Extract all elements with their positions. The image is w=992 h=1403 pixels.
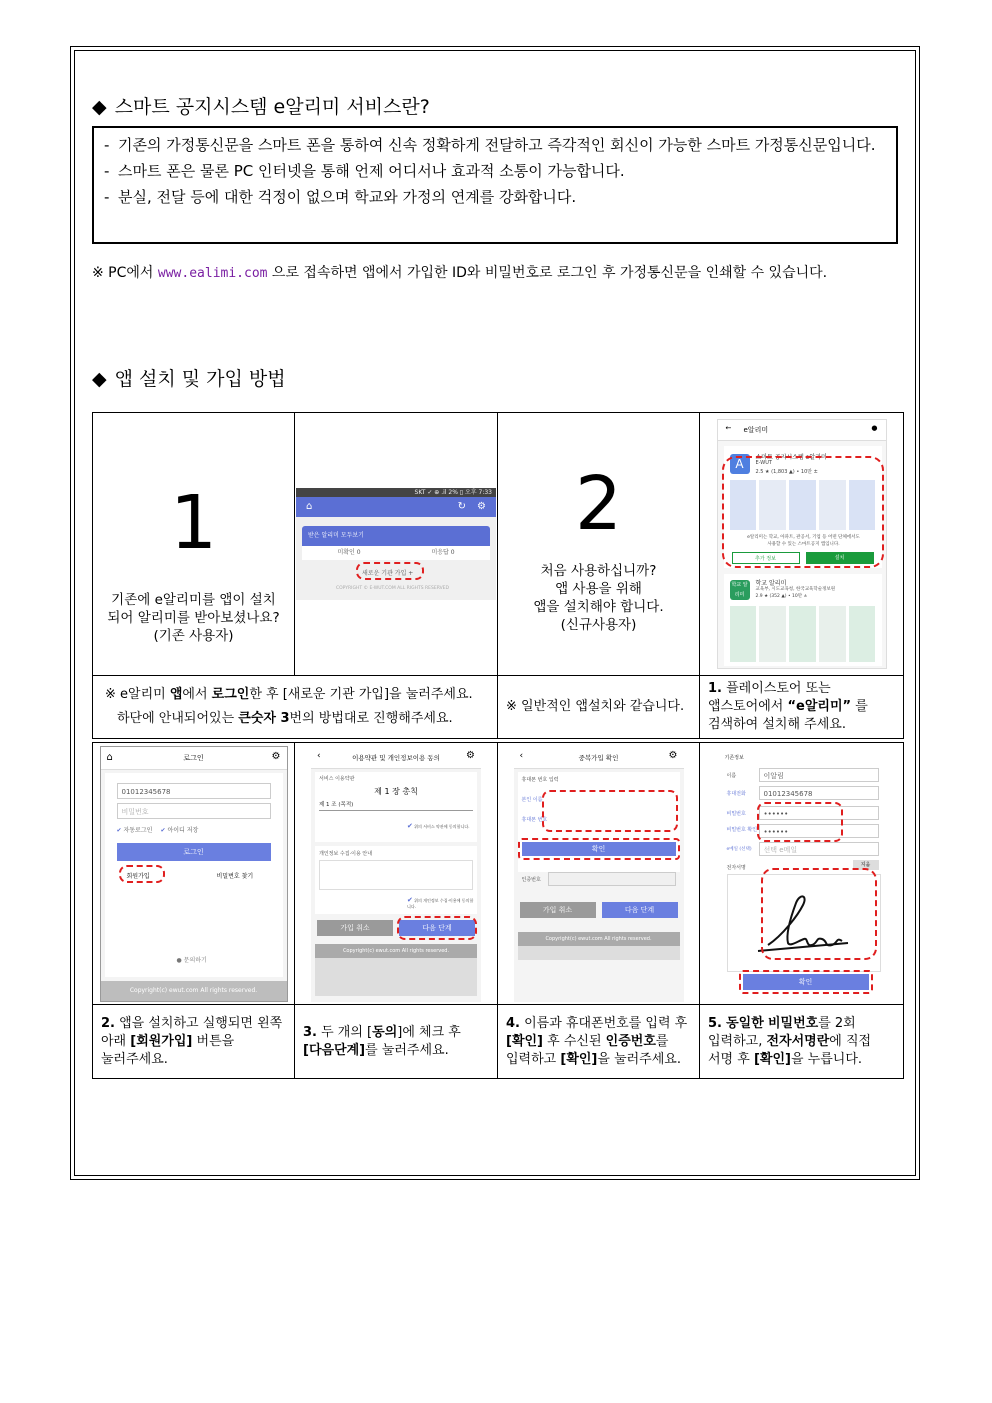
help-icon: ● [176,956,184,964]
password-input[interactable]: 비밀번호 [117,803,271,819]
highlight-box [119,865,165,883]
step-number: 2 [574,461,623,547]
step-2-instructions: 2. 앱을 설치하고 실행되면 왼쪽 아래 [회원가입] 버튼을 눌러주세요. [93,1005,295,1079]
gear-icon[interactable]: ⚙ [477,501,486,512]
new-org-join-button[interactable]: 새로운 기관 가입 + [362,570,414,577]
list-item: - 기존의 가정통신문을 스마트 폰을 통하여 신속 정확하게 전달하고 즉각적인 회신이 가능한 스마트 가정통신문입니다. [104,136,876,154]
pc-print-note: ※ PC에서 www.ealimi.com 으로 접속하면 앱에서 가입한 ID와 비밀번호로 로그인 후 가정통신문을 인쇄할 수 있습니다. [92,265,828,281]
app-listing-school[interactable]: 학교 알리미 학교 알리미 교육부, 시도교육청, 한국교육학술정보원 2.9 ★ (352 ▲) • 10만 ± [724,574,882,666]
diamond-icon: ◆ [92,368,107,390]
step-5-instructions: 5. 동일한 비밀번호를 2회 입력하고, 전자서명란에 직접 서명 후 [확인]을 누릅니다. [700,1005,904,1079]
back-arrow-icon[interactable]: ← [725,424,732,432]
auth-code-input[interactable] [548,872,676,886]
diamond-icon: ◆ [92,96,107,118]
password-confirm-input[interactable]: •••••• [759,824,879,838]
inquiry-link[interactable]: ● 문의하기 [176,956,207,964]
highlight-box [542,790,678,832]
login-header: ⌂ 로그인 ⚙ [101,747,287,770]
login-button[interactable]: 로그인 [117,843,271,861]
check-icon: ✔ [407,895,413,904]
duplicate-check-screenshot-cell: ‹ 중복가입 확인 ⚙ 휴대폰 번호 입력 본인 이름 휴대폰 번호 확인 인증번호 가입 취소 다음 단계 Copyright(c) ewut.com All rights reserved. [498,743,700,1005]
store-search-bar[interactable]: ← e알리미 ● [718,420,886,441]
highlight-box [739,970,873,994]
step-3-instructions: 3. 두 개의 [동의]에 체크 후 [다음단계]를 눌러주세요. [295,1005,498,1079]
existing-user-instructions: ※ e알리미 앱에서 로그인한 후 [새로운 기관 가입]을 눌러주세요. 하단에 안내되어있는 큰숫자 3번의 방법대로 진행해주세요. [93,676,498,739]
phone-input[interactable]: 01012345678 [117,783,271,799]
password-input[interactable]: •••••• [759,806,879,820]
more-info-button[interactable]: 추가 정보 [732,552,800,564]
terms-header: ‹ 이용약관 및 개인정보이용 동의 ⚙ [311,746,481,769]
service-terms-box: 서비스 이용약관 제 1 장 총칙 제 1 조 (목적) ✔ 위의 서비스 약관에 동의합니다. [315,772,477,842]
back-icon[interactable]: ‹ [519,750,524,761]
check-icon: ✔ [160,826,168,834]
home-icon[interactable]: ⌂ [306,501,313,512]
cancel-join-button[interactable]: 가입 취소 [317,920,393,936]
cancel-join-button[interactable]: 가입 취소 [520,902,596,918]
refresh-icon[interactable]: ↻ [457,501,466,512]
step-4-instructions: 4. 이름과 휴대폰번호를 입력 후 [확인] 후 수신된 인증번호를 입력하고 [확인]을 눌러주세요. [498,1005,700,1079]
highlight-box [722,456,884,568]
email-input[interactable]: 선택 e메일 [759,842,879,856]
next-step-button[interactable]: 다음 단계 [399,920,475,936]
highlight-box [761,868,877,960]
clear-signature-button[interactable]: 지움 [853,860,879,870]
highlight-box [356,562,424,580]
section-title-service: ◆ 스마트 공지시스템 e알리미 서비스란? [92,96,430,118]
dup-header: ‹ 중복가입 확인 ⚙ [514,746,684,769]
install-guide-table-top [92,412,904,739]
install-button[interactable]: 설치 [806,552,874,564]
join-button[interactable]: 회원가입 [126,872,150,880]
highlight-box [397,916,477,940]
service-description-box [92,126,898,244]
login-screenshot-cell: ⌂ 로그인 ⚙ 01012345678 비밀번호 ✔ 자동로그인 ✔ 아이디 저장 로그인 회원가입 비밀번호 찾기 ● 문의하기 Copyright(c) ewut.com All rights reserved. [93,743,295,1005]
microphone-icon[interactable]: ● [871,424,878,432]
list-item: - 스마트 폰은 물론 PC 인터넷을 통해 언제 어디서나 효과적 소통이 가능합니다. [104,162,625,180]
auto-login-checkbox[interactable]: ✔ 자동로그인 [116,826,153,834]
gear-icon[interactable]: ⚙ [466,749,475,761]
existing-user-cell: 1 기존에 e알리미를 앱이 설치 되어 알리미를 받아보셨나요? (기존 사용자) [93,413,295,676]
find-password-link[interactable]: 비밀번호 찾기 [216,872,254,880]
check-icon: ✔ [407,821,413,830]
play-store-screenshot [700,413,904,676]
save-id-checkbox[interactable]: ✔ 아이디 저장 [160,826,199,834]
agree-terms-checkbox[interactable]: ✔ 위의 서비스 약관에 동의합니다. [407,821,470,830]
next-step-button[interactable]: 다음 단계 [602,902,678,918]
app-listing-ealimi[interactable]: A 스마트 공지시스템 e알리미 E-WUT 2.5 ★ (1,803 ▲) • 10만 ± e알리미는 학교, 아파트, 관공서, 기업 등 어떤 단체에서도 사용할 수 있는 스마트공지 앱입니다. 추가 정보 설치 [724,446,882,568]
school-alimi-app-icon: 학교 알리미 [731,582,748,598]
tab-unread[interactable]: 미확인 0 [337,549,361,556]
back-icon[interactable]: ‹ [317,750,321,761]
highlight-box [518,838,680,860]
check-icon: ✔ [116,826,124,834]
new-user-instructions: ※ 일반적인 앱설치와 같습니다. [498,676,700,739]
ealimi-link[interactable]: www.ealimi.com [157,266,268,281]
received-banner[interactable]: 받은 알리미 모두보기 미확인 0 미응답 0 [302,526,490,560]
name-label: 본인 이름 [521,796,543,803]
agree-privacy-checkbox[interactable]: ✔ 위의 개인정보 수집·이용에 동의합니다. [407,895,474,909]
privacy-box: 개인정보 수집·이용 안내 ✔ 위의 개인정보 수집·이용에 동의합니다. [315,846,477,914]
signature-screenshot-cell: 기존정보 이름 이알림 휴대전화 01012345678 비밀번호 •••••• 비밀번호 확인 •••••• e메일 (선택) 선택 e메일 전자서명 지움 확인 [700,743,904,1005]
list-item: - 분실, 전달 등에 대한 걱정이 없으며 학교와 가정의 연계를 강화합니다. [104,188,577,206]
new-user-cell: 2 처음 사용하십니까? 앱 사용을 위해 앱을 설치해야 합니다. (신규사용자) [498,413,700,676]
gear-icon[interactable]: ⚙ [668,749,678,761]
confirm-button[interactable]: 확인 [743,974,869,990]
app-header [296,497,496,517]
highlight-box [757,802,843,842]
install-guide-table-bottom [92,742,904,1079]
name-input[interactable]: 이알림 [759,768,879,782]
ealimi-app-icon: A [730,454,750,474]
section-title-install: ◆ 앱 설치 및 가입 방법 [92,368,286,390]
app-screenshots [730,606,876,662]
existing-user-screenshot: SKT ✓ ⊕ .il 2% ▯ 오후 7:33 ⌂ ↻ ⚙ 받은 알리미 모두보기 미확인 0 미응답 0 새로운 기관 가입 + COPYRIGHT © E-WUT.COM ALL RIGHTS RESERVED [295,413,498,676]
confirm-button[interactable]: 확인 [522,842,676,856]
terms-screenshot-cell: ‹ 이용약관 및 개인정보이용 동의 ⚙ 서비스 이용약관 제 1 장 총칙 제 1 조 (목적) ✔ 위의 서비스 약관에 동의합니다. 개인정보 수집·이용 안내 ✔ 위의 개인정보 수집·이용에 동의합니다. 가입 취소 다음 단계 Copyright(c) ewut.com All rights reserved. [295,743,498,1005]
tab-unanswered[interactable]: 미응답 0 [431,549,455,556]
store-search-instructions: 1. 플레이스토어 또는 앱스토어에서 “e알리미” 를 검색하여 설치해 주세요. [700,676,904,739]
gear-icon[interactable]: ⚙ [271,750,281,762]
home-icon[interactable]: ⌂ [106,751,113,763]
phone-input[interactable]: 01012345678 [759,786,879,800]
phone-label: 휴대폰 번호 [521,816,548,823]
step-number: 1 [169,480,218,566]
